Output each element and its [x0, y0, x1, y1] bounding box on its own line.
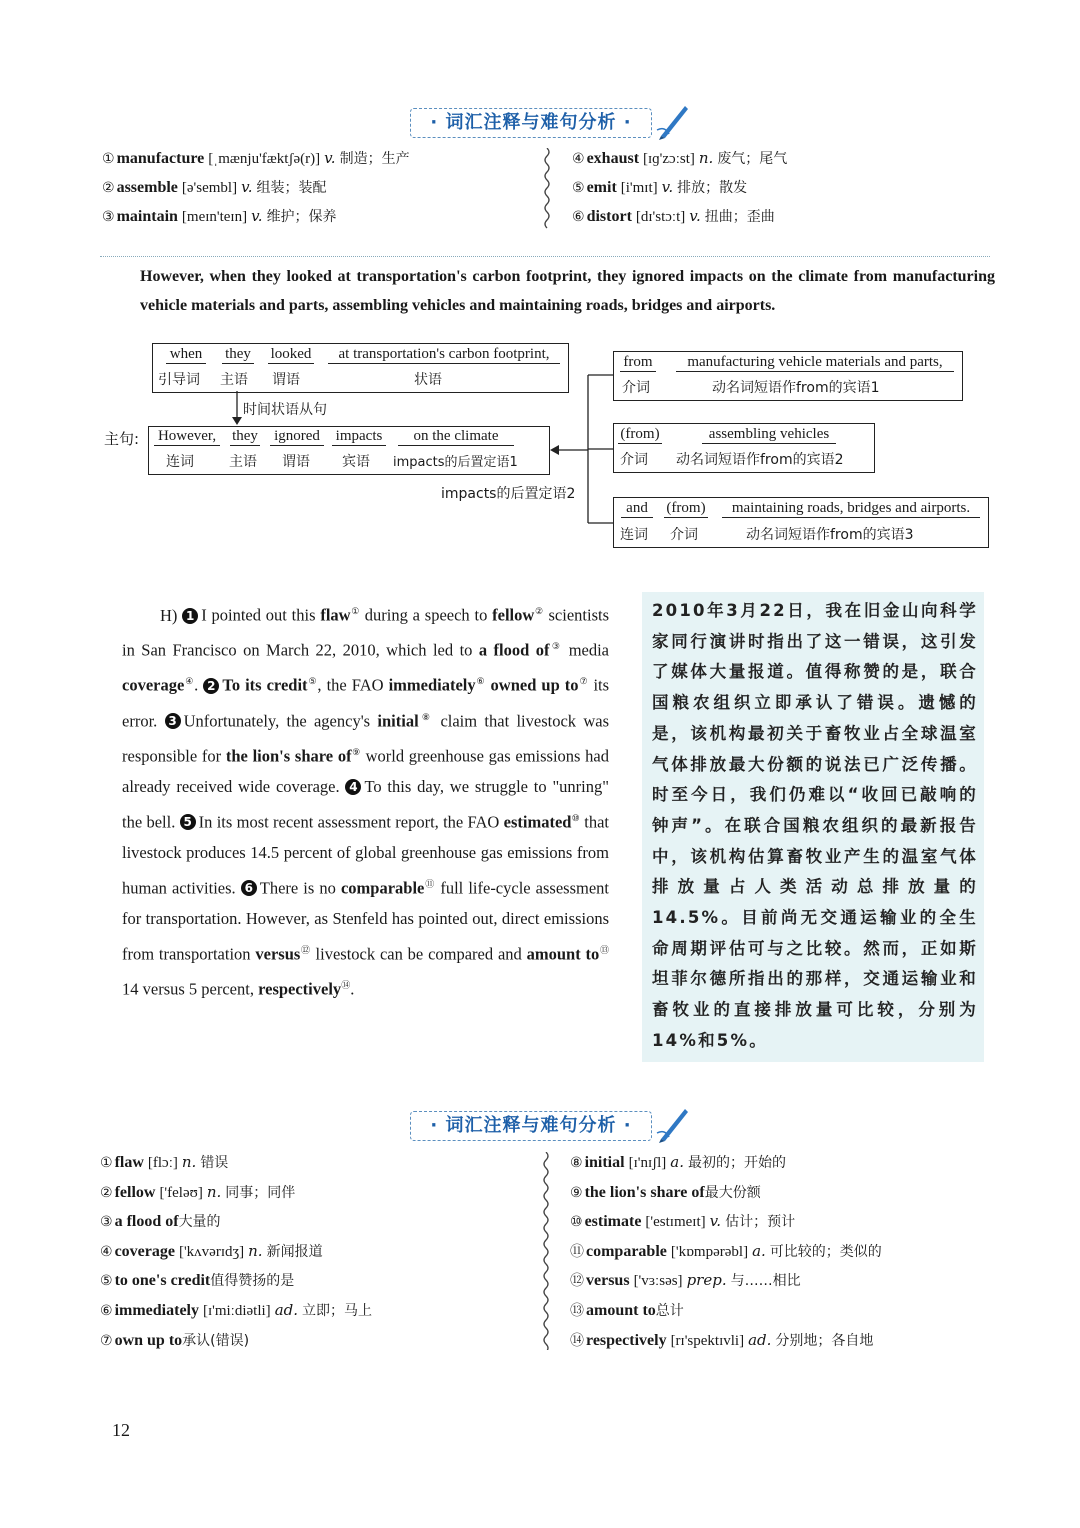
vocab-entry [100, 1148, 372, 1178]
vocab-num: ⑩ [570, 1214, 583, 1231]
page-number: 12 [112, 1420, 130, 1440]
vocab-zh: 估计；预计 [725, 1214, 796, 1231]
obj1-label-prep: 介词 [622, 380, 650, 396]
dotted-separator [100, 256, 990, 257]
obj2-from: (from) [618, 426, 662, 444]
vocab-zh: 总计 [655, 1302, 684, 1319]
vocab-phon: [ɪɡ'zɔːst] [643, 151, 695, 167]
obj1-from: from [620, 354, 656, 372]
obj3-label-prep: 介词 [670, 527, 698, 543]
obj3-phrase: maintaining roads, bridges and airports. [722, 500, 980, 518]
vocab-word: immediately [114, 1301, 199, 1319]
vocab-word: maintain [116, 208, 178, 225]
vocab-zh: 排放；散发 [677, 180, 748, 196]
vocab-zh: 同事；同伴 [225, 1184, 296, 1201]
vocab-num: ② [100, 1184, 113, 1201]
vocab-phon: [ˌmænju'fæktʃə(r)] [208, 151, 321, 167]
vocab-word: emit [586, 179, 617, 196]
vocab-word: fellow [114, 1183, 156, 1201]
vocab-num: ③ [100, 1214, 113, 1231]
vocab-zh: 最初的；开始的 [688, 1155, 786, 1171]
pen-icon [655, 100, 691, 140]
vocab-pos: ad. [274, 1300, 299, 1319]
main-impacts: impacts [332, 428, 386, 446]
wavy-divider [541, 1152, 551, 1350]
vocab-word: own up to [114, 1331, 183, 1349]
label-predicate: 谓语 [272, 372, 300, 388]
vocab-zh: 最大份额 [704, 1184, 761, 1201]
vocab-zh: 分别地；各自地 [775, 1332, 874, 1349]
vocab-entry [570, 1296, 882, 1326]
vocab-word: comparable [586, 1242, 667, 1260]
vocab-entry [572, 202, 787, 231]
vocab-entry [102, 173, 410, 202]
pen-icon [655, 1103, 691, 1143]
vocab-zh: 承认(错误) [182, 1332, 250, 1349]
vocab-phon: [i'mɪt] [620, 180, 658, 196]
vocab-word: assemble [116, 179, 178, 196]
vocab-phon: [meɪn'teɪn] [181, 209, 248, 225]
vocab-entry [100, 1237, 372, 1267]
vocab-word: initial [584, 1154, 625, 1171]
vocab-word: coverage [114, 1242, 175, 1260]
vocab-entry [570, 1148, 882, 1178]
obj3-label-conj: 连词 [620, 527, 648, 543]
vocab-entry [100, 1326, 372, 1356]
vocab-pos: v. [241, 178, 253, 196]
english-passage: H) 1 I pointed out this flaw① during a speech to fellow② scientists in San Francisco on March 22, 2010, which led to a flood of③ media coverage④. 2 To its credit⑤, the FAO immediately⑥ owned up to⑦ its error. 3 Unfortunately, the agency's initial⑧ claim that livestock was responsible for the lion's share of⑨ world greenhouse gas emissions had already received wide coverage. 4 To this day, we struggle to "unring" the bell. 5 In its most recent assessment report, the FAO estimated⑩ that livestock produces 14.5 percent of global greenhouse gas emissions from human activities. 6 There is no comparable⑪ full life-cycle assessment for transportation. However, as Stenfeld has pointed out, direct emissions from transportation versus⑫ livestock can be compared and amount to⑬ 14 versus 5 percent, respectively⑭. [122, 605, 610, 999]
vocab-entry [100, 1178, 372, 1208]
main-label-postmod1: impacts的后置定语1 [393, 455, 518, 470]
vocab-num: ⑤ [100, 1273, 113, 1290]
vocab-num: ④ [572, 151, 585, 167]
main-label-subj: 主语 [229, 454, 257, 470]
vocab-word: to one's credit [114, 1272, 211, 1290]
vocab-pos: n. [248, 1241, 263, 1260]
vocab-zh: 立即；马上 [302, 1302, 373, 1319]
vocab-entry [572, 144, 787, 173]
vocab-num: ⑬ [570, 1302, 584, 1319]
vocab-word: distort [586, 208, 632, 225]
clause-adverbial: at transportation's carbon footprint, [328, 346, 560, 364]
vocab-pos: v. [689, 207, 701, 225]
hard-sentence: However, when they looked at transportation's carbon footprint, they ignored impacts on the climate from manufacturing vehicle materials and parts, assembling vehicles and maintaining roads, bridges and airports. [140, 268, 995, 314]
main-label-conj: 连词 [166, 454, 194, 470]
obj2-label-obj: 动名词短语作from的宾语2 [676, 452, 844, 468]
vocab-phon: ['feləʊ] [159, 1184, 203, 1201]
vocab-zh: 新闻报道 [266, 1243, 323, 1260]
vocab-zh: 扭曲；歪曲 [704, 209, 775, 225]
vocab-word: respectively [586, 1331, 667, 1349]
vocab-word: amount to [586, 1301, 656, 1319]
vocab-num: ⑥ [100, 1302, 113, 1319]
vocab-entry [570, 1266, 882, 1296]
vocab-zh: 组装；装配 [256, 180, 327, 196]
obj2-label-prep: 介词 [620, 452, 648, 468]
vocab-pos: a. [670, 1153, 684, 1171]
vocab-phon: ['estɪmeɪt] [645, 1214, 706, 1231]
clause-role-label: 时间状语从句 [243, 402, 327, 418]
bracket-connector [546, 370, 616, 550]
vocab-word: a flood of [114, 1213, 179, 1231]
vocab-num: ⑪ [570, 1243, 584, 1260]
vocab-phon: ['vɜːsəs] [633, 1273, 683, 1290]
obj3-from: (from) [664, 500, 708, 518]
vocab-pos: v. [661, 178, 674, 196]
clause-they: they [222, 346, 254, 364]
vocab-entry [100, 1207, 372, 1237]
label-subject: 主语 [220, 372, 248, 388]
clause-looked: looked [268, 346, 314, 364]
vocab-pos: n. [181, 1153, 197, 1171]
vocab-entry [100, 1296, 372, 1326]
vocab-zh: 制造；生产 [339, 151, 410, 167]
wavy-divider [542, 148, 552, 230]
vocab-num: ① [100, 1155, 113, 1171]
vocab-phon: [ɪ'nɪʃl] [628, 1155, 667, 1171]
section-banner-2: · 词汇注释与难句分析 · [410, 1111, 652, 1141]
vocab-zh: 维护；保养 [266, 209, 337, 225]
obj1-phrase: manufacturing vehicle materials and parts, [676, 354, 954, 372]
obj2-phrase: assembling vehicles [702, 426, 836, 444]
chinese-translation: 2010年3月22日，我在旧金山向科学家同行演讲时指出了这一错误，这引发了媒体大量报道。值得称赞的是，联合国粮农组织立即承认了错误。遗憾的是，该机构最初关于畜牧业占全球温室气体排放最大份额的说法已广泛传播。时至今日，我们仍难以“收回已敲响的钟声”。在联合国粮农组织的最新报告中，该机构估算畜牧业产生的温室气体排放量占人类活动总排放量的14.5%。目前尚无交通运输业的全生命周期评估可与之比较。然而，正如斯坦菲尔德所指出的那样，交通运输业和畜牧业的直接排放量可比较，分别为14%和5%。 [652, 601, 978, 1050]
vocab-list-2-left [100, 1148, 372, 1355]
vocab-phon: [rɪ'spektɪvli] [670, 1332, 745, 1349]
vocab-phon: [dɪ'stɔːt] [635, 209, 686, 225]
vocab-list-1-left [102, 144, 410, 231]
vocab-word: exhaust [586, 150, 640, 167]
vocab-num: ⑥ [572, 209, 585, 225]
main-however: However, [154, 428, 220, 446]
vocab-zh: 废气；尾气 [717, 151, 788, 167]
clause-when: when [166, 346, 206, 364]
main-clause-label: 主句: [104, 430, 140, 448]
vocab-entry [102, 144, 410, 173]
vocab-phon: [flɔː] [147, 1155, 178, 1171]
vocab-pos: prep. [686, 1271, 727, 1290]
main-they: they [230, 428, 260, 446]
label-conjunction: 引导词 [158, 372, 200, 388]
vocab-num: ⑨ [570, 1184, 583, 1201]
vocab-num: ⑤ [572, 180, 585, 196]
vocab-pos: v. [709, 1212, 722, 1231]
main-on-climate: on the climate [398, 428, 514, 446]
vocab-num: ⑦ [100, 1332, 113, 1349]
vocab-word: flaw [114, 1154, 144, 1171]
vocab-pos: n. [698, 149, 714, 167]
vocab-entry [570, 1207, 882, 1237]
vocab-phon: ['kɒmpərəbl] [670, 1243, 749, 1260]
vocab-word: versus [586, 1272, 630, 1290]
vocab-pos: ad. [748, 1330, 772, 1349]
vocab-num: ① [102, 151, 115, 167]
vocab-num: ④ [100, 1243, 113, 1260]
vocab-pos: a. [752, 1241, 766, 1260]
vocab-pos: v. [251, 207, 263, 225]
vocab-zh: 错误 [200, 1155, 229, 1171]
main-label-pred: 谓语 [282, 454, 310, 470]
section-banner-1: · 词汇注释与难句分析 · [410, 108, 652, 138]
vocab-entry [100, 1266, 372, 1296]
vocab-zh: 可比较的；类似的 [769, 1243, 882, 1260]
vocab-list-1-right [572, 144, 787, 231]
vocab-phon: ['kʌvərɪdʒ] [178, 1243, 245, 1260]
vocab-word: the lion's share of [584, 1183, 705, 1201]
obj1-label-obj: 动名词短语作from的宾语1 [712, 380, 880, 396]
vocab-phon: [ə'sembl] [181, 180, 238, 196]
vocab-zh: 值得赞扬的是 [210, 1273, 295, 1290]
vocab-entry [570, 1326, 882, 1356]
label-adverbial: 状语 [414, 372, 442, 388]
vocab-entry [570, 1237, 882, 1267]
vocab-list-2-right [570, 1148, 882, 1355]
vocab-word: manufacture [116, 150, 205, 167]
postmod2-label: impacts的后置定语2 [441, 486, 576, 502]
vocab-entry [570, 1178, 882, 1208]
vocab-phon: [ɪ'miːdiətli] [202, 1302, 271, 1319]
vocab-num: ② [102, 180, 115, 196]
main-ignored: ignored [270, 428, 324, 446]
vocab-entry [572, 173, 787, 202]
vocab-pos: v. [324, 149, 336, 167]
vocab-num: ③ [102, 209, 115, 225]
obj3-label-obj: 动名词短语作from的宾语3 [746, 527, 914, 543]
vocab-word: estimate [584, 1213, 642, 1231]
vocab-zh: 与……相比 [730, 1273, 801, 1290]
vocab-zh: 大量的 [178, 1214, 221, 1231]
vocab-num: ⑫ [570, 1273, 584, 1290]
main-label-obj: 宾语 [342, 454, 370, 470]
vocab-num: ⑭ [570, 1332, 584, 1349]
vocab-entry [102, 202, 410, 231]
vocab-pos: n. [206, 1182, 222, 1201]
vocab-num: ⑧ [570, 1155, 583, 1171]
obj3-and: and [621, 500, 653, 518]
